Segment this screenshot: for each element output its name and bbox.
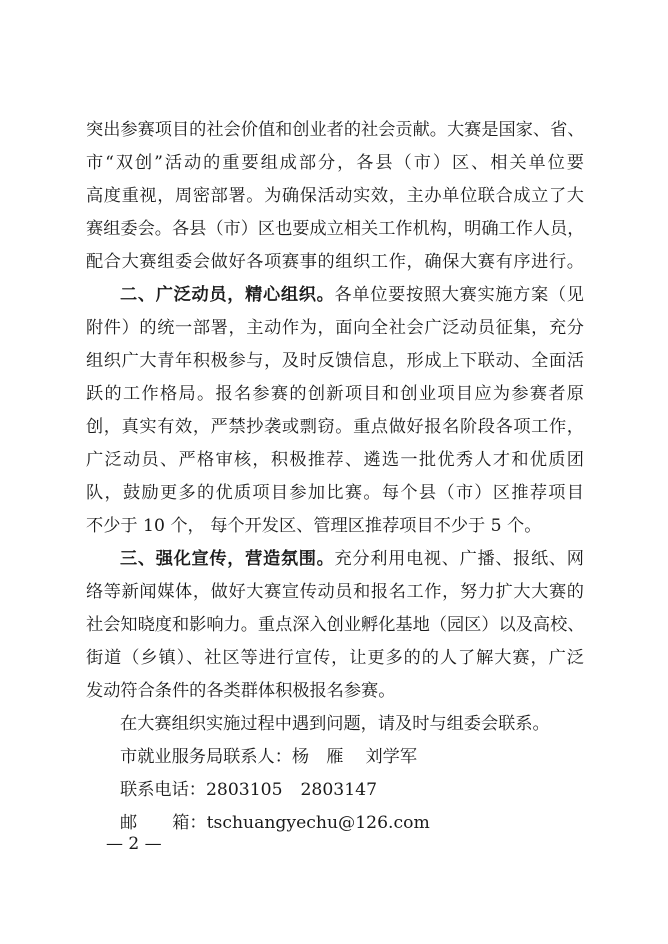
email-address: tschuangyechu@126.com	[206, 813, 430, 833]
para2-line-7: 队，鼓励更多的优质项目参加比赛。每个县（市）区推荐项目	[86, 483, 584, 503]
contact-person-2: 刘学军	[365, 747, 418, 767]
email-label-char-1: 邮	[120, 813, 138, 833]
contact-phones	[120, 782, 377, 799]
para3-line-3: 社会知晓度和影响力。重点深入创业孵化基地（园区）以及高校、	[86, 615, 585, 635]
phone-2: 2803147	[300, 780, 378, 800]
para2-line-8: 不少于 10 个， 每个开发区、管理区推荐项目不少于 5 个。	[86, 516, 542, 536]
para3-line-1-rest: 充分利用电视、广播、报纸、网	[334, 549, 584, 569]
para1-line-3: 高度重视，周密部署。为确保活动实效，主办单位联合成立了大	[86, 186, 584, 206]
para3-line-2: 络等新闻媒体，做好大赛宣传动员和报名工作，努力扩大大赛的	[86, 582, 584, 602]
phone-label: 联系电话：	[120, 780, 206, 800]
para2-heading: 二、广泛动员，精心组织。	[120, 285, 335, 305]
para3-line-4: 街道（乡镇）、社区等进行宣传，让更多的的人了解大赛，广泛	[86, 648, 584, 668]
para1-line-2: 市“双创”活动的重要组成部分，各县（市）区、相关单位要	[86, 153, 584, 173]
closing-sentence: 在大赛组织实施过程中遇到问题，请及时与组委会联系。	[120, 714, 550, 734]
para2-line-3: 组织广大青年积极参与，及时反馈信息，形成上下联动、全面活	[86, 351, 584, 371]
para1-line-5: 配合大赛组委会做好各项赛事的组织工作，确保大赛有序进行。	[86, 252, 584, 272]
contact-person-1: 杨 雁	[291, 747, 344, 767]
para2-line-2: 附件）的统一部署，主动作为，面向全社会广泛动员征集，充分	[86, 318, 584, 338]
para3-line-5: 发动符合条件的各类群体积极报名参赛。	[86, 681, 396, 701]
email-label-char-2: 箱：	[172, 813, 207, 833]
phone-1: 2803105	[205, 780, 283, 800]
para2-line-4: 跃的工作格局。报名参赛的创新项目和创业项目应为参赛者原	[86, 384, 584, 404]
page-number: — 2 —	[106, 834, 162, 854]
para1-line-4: 赛组委会。各县（市）区也要成立相关工作机构，明确工作人员，	[86, 219, 585, 239]
contact-email	[120, 815, 430, 832]
para1-line-1: 突出参赛项目的社会价值和创业者的社会贡献。大赛是国家、省、	[86, 120, 585, 140]
para2-line-5: 创，真实有效，严禁抄袭或剽窃。重点做好报名阶段各项工作，	[86, 417, 584, 437]
para2-line-1-rest: 各单位要按照大赛实施方案（见	[334, 285, 584, 305]
para2-line-1	[120, 287, 584, 304]
para2-line-6: 广泛动员、严格审核，积极推荐、遴选一批优秀人才和优质团	[86, 450, 584, 470]
para3-line-1	[120, 551, 584, 568]
contact-persons	[120, 749, 417, 766]
para3-heading: 三、强化宣传，营造氛围。	[120, 549, 335, 569]
contact-label: 市就业服务局联系人：	[120, 747, 292, 767]
